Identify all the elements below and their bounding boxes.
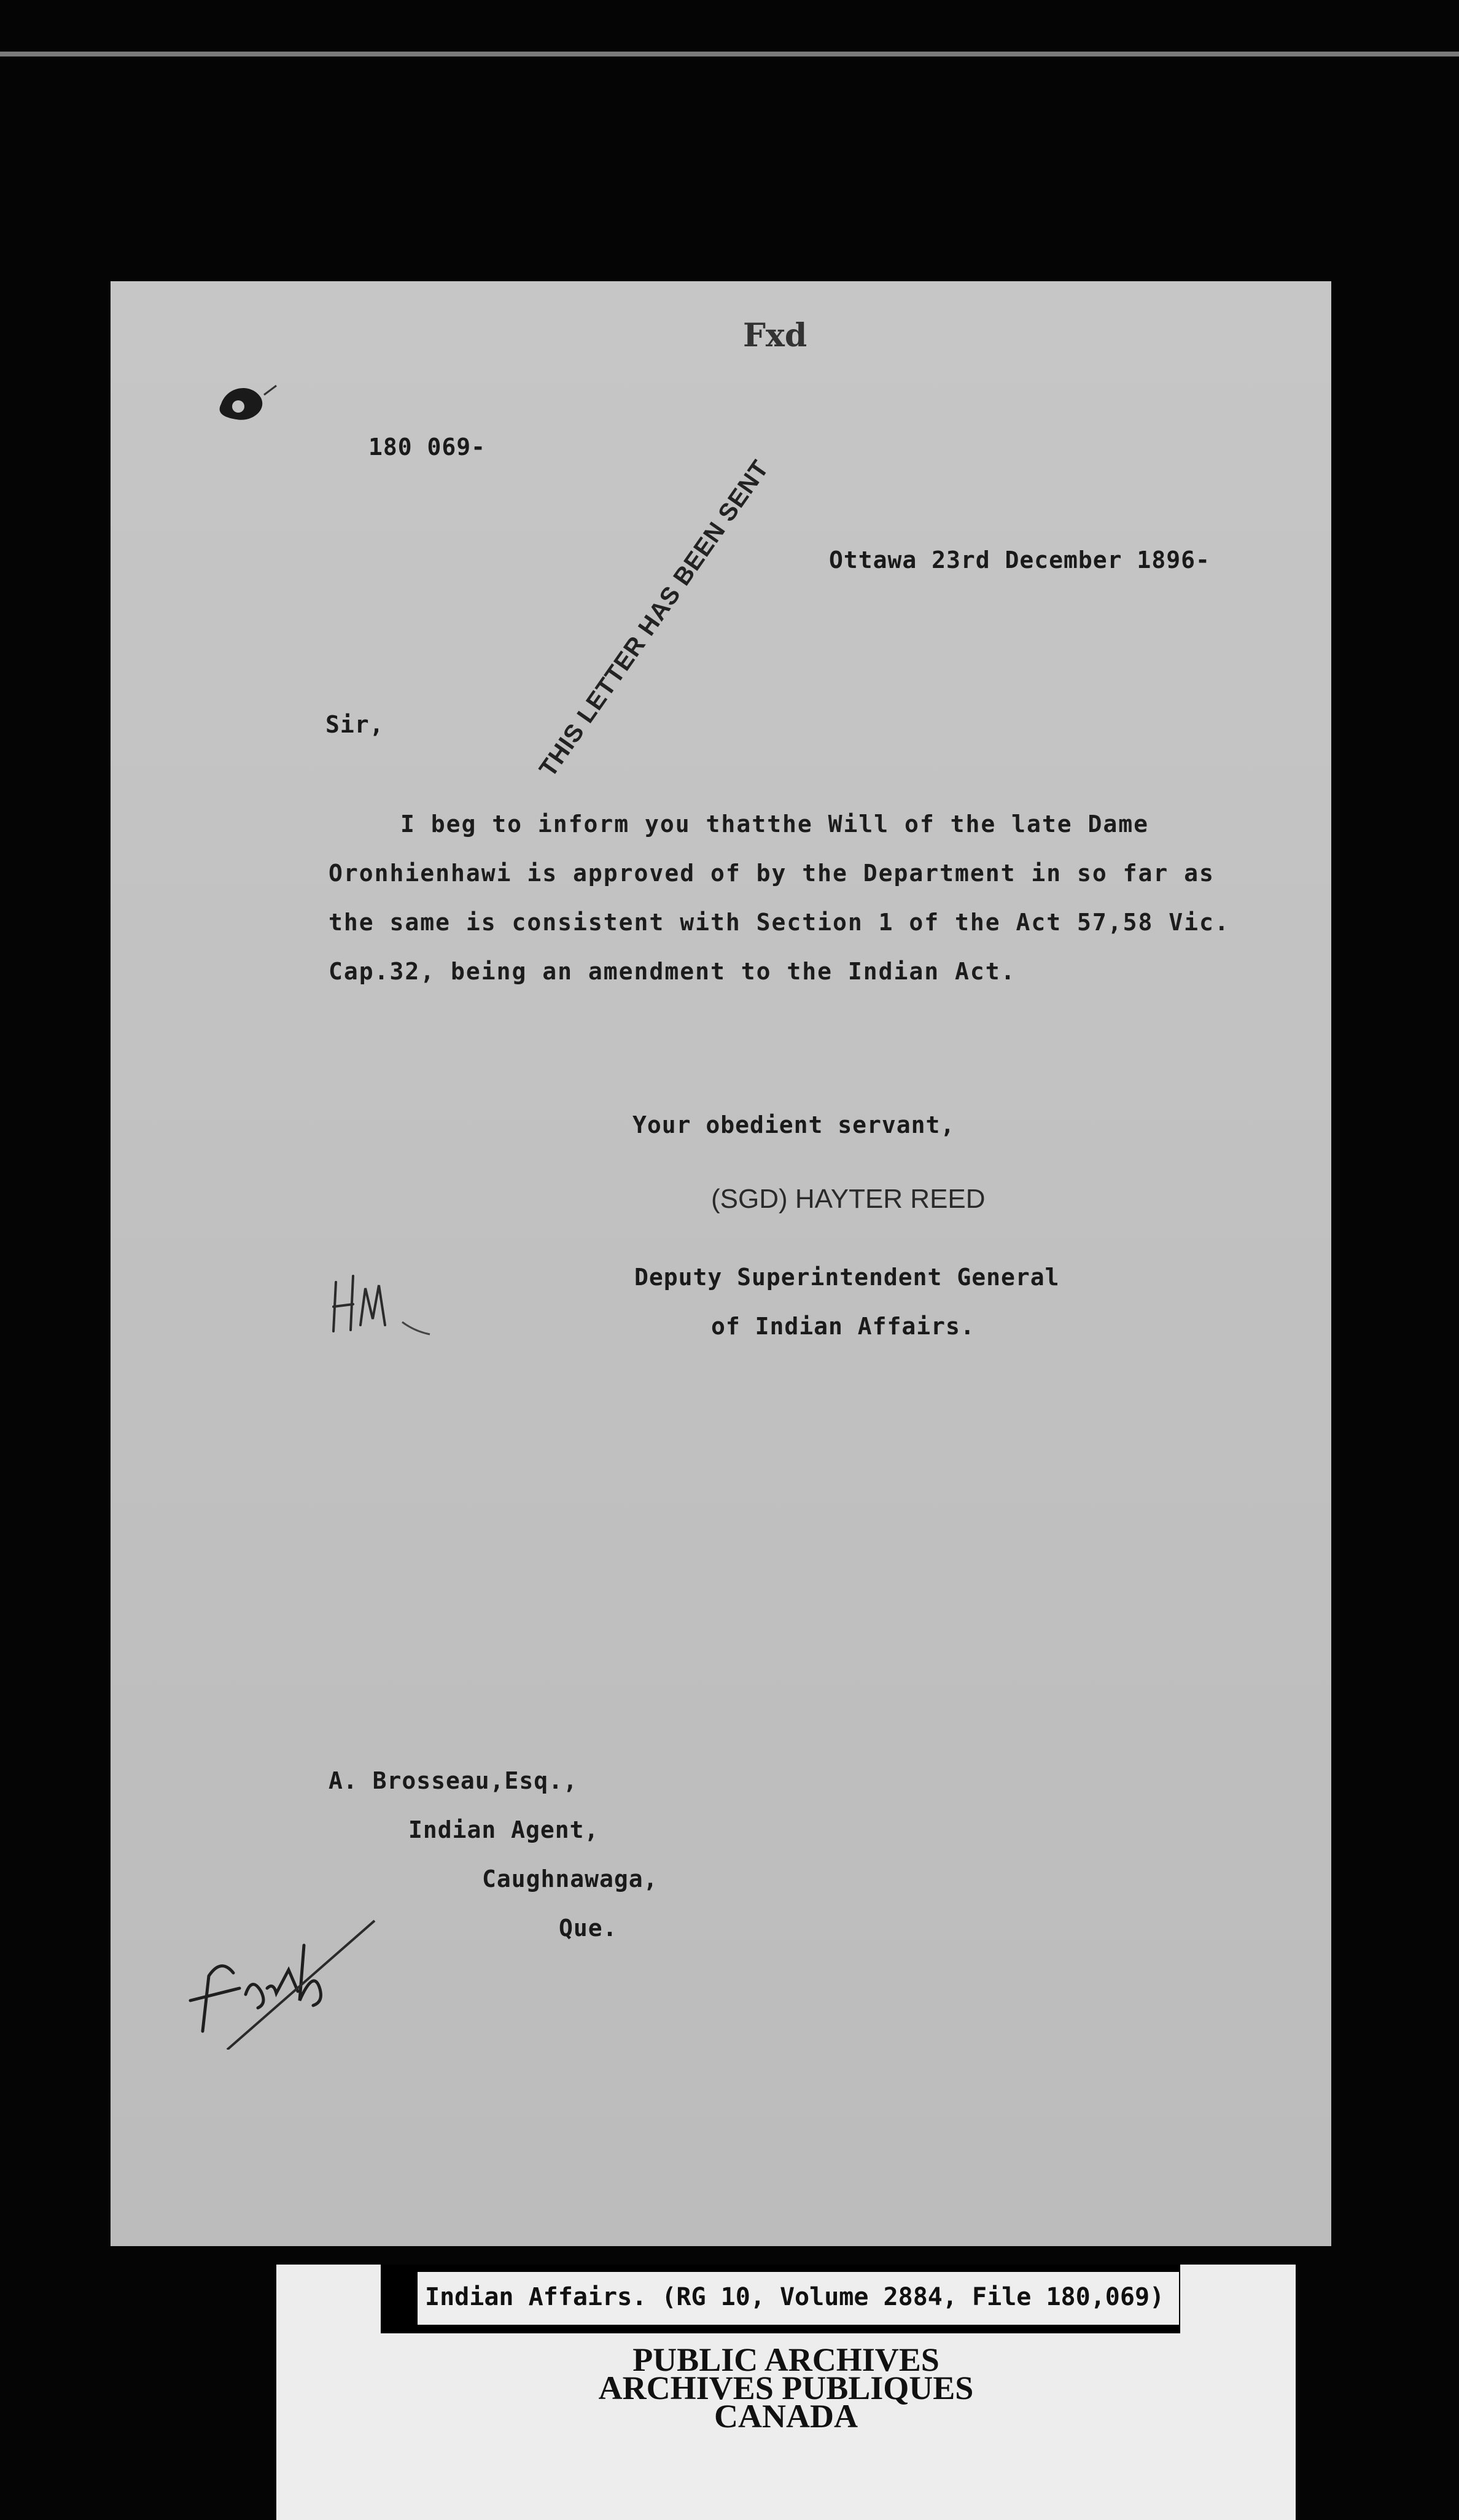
addressee-name: A. Brosseau,Esq., <box>329 1767 578 1794</box>
closing: Your obedient servant, <box>632 1111 955 1138</box>
signer-title-line2: of Indian Affairs. <box>711 1313 975 1340</box>
archive-stamp-text <box>276 2341 1296 2435</box>
archive-line-2: ARCHIVES PUBLIQUES <box>598 2370 974 2406</box>
body-line-4: Cap.32, being an amendment to the Indian Act. <box>329 958 1016 985</box>
body-line-3: the same is consistent with Section 1 of the Act 57,58 Vic. <box>329 909 1230 936</box>
signature-stamp: (SGD) HAYTER REED <box>711 1184 986 1214</box>
letter-page <box>111 281 1331 2246</box>
archive-line-1: PUBLIC ARCHIVES <box>632 2341 940 2378</box>
archive-line-3: CANADA <box>714 2398 858 2435</box>
letter-sent-stamp: THIS LETTER HAS BEEN SENT <box>534 455 774 782</box>
body-line-1: I beg to inform you thatthe Will of the late Dame <box>400 811 1150 838</box>
archive-reference: Indian Affairs. (RG 10, Volume 2884, File 180,069) <box>425 2283 1165 2311</box>
ink-blot-mark <box>209 379 282 435</box>
salutation: Sir, <box>325 711 384 738</box>
file-number: 180 069- <box>368 434 486 461</box>
fxd-stamp: Fxd <box>743 317 807 354</box>
handwritten-filing-mark <box>166 1865 387 2050</box>
addressee-title: Indian Agent, <box>408 1816 599 1843</box>
dateline: Ottawa 23rd December 1896- <box>829 546 1210 574</box>
addressee-place: Caughnawaga, <box>482 1865 658 1892</box>
body-line-2: Oronhienhawi is approved of by the Department in so far as <box>329 860 1215 887</box>
addressee-province: Que. <box>559 1915 618 1942</box>
scan-top-edge <box>0 52 1459 56</box>
signer-title-line1: Deputy Superintendent General <box>634 1264 1060 1291</box>
handwritten-initials-mark <box>329 1264 464 1350</box>
